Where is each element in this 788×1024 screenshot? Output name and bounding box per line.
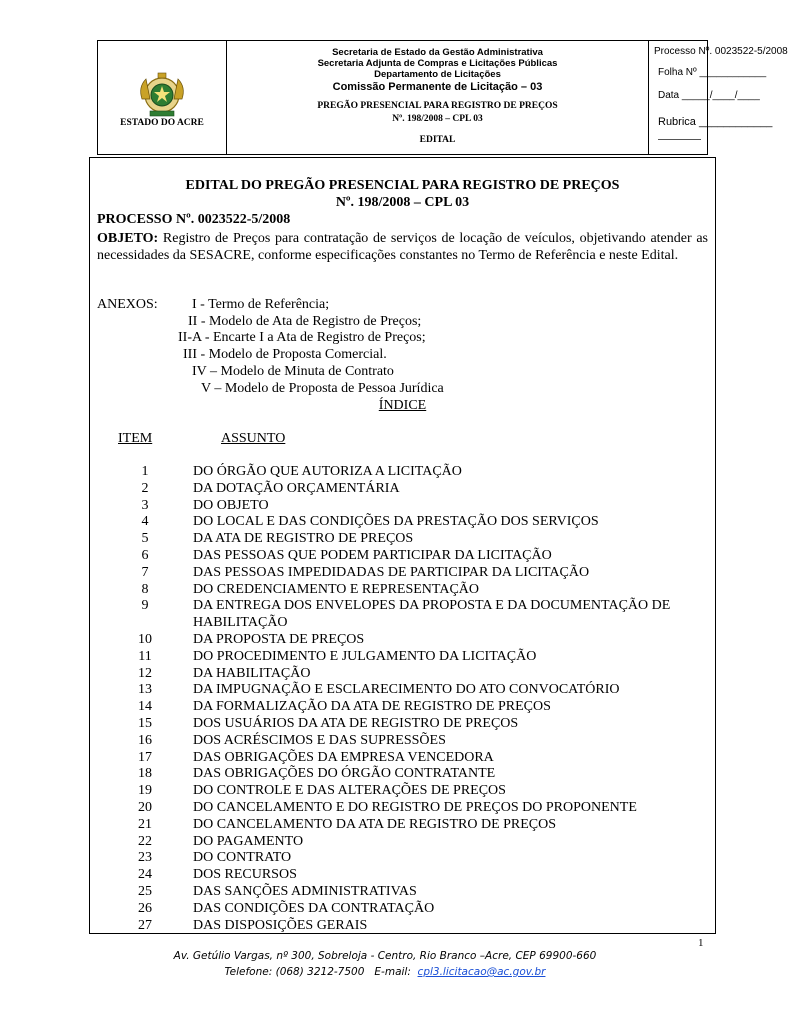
- index-item-subject: DOS RECURSOS: [193, 867, 297, 883]
- index-row: [97, 481, 712, 498]
- index-row: [97, 716, 712, 733]
- index-row: [97, 817, 712, 834]
- index-row: [97, 582, 712, 599]
- index-row: [97, 514, 712, 531]
- index-row: [97, 565, 712, 582]
- index-item-subject: DO ÓRGÃO QUE AUTORIZA A LICITAÇÃO: [193, 464, 462, 479]
- index-row: [97, 766, 712, 783]
- index-row: [97, 598, 712, 632]
- index-row: [97, 834, 712, 851]
- state-cell: [98, 41, 227, 154]
- index-row: [97, 682, 712, 699]
- index-item-number: 20: [138, 799, 152, 815]
- index-row: [97, 783, 712, 800]
- anexo-item: III - Modelo de Proposta Comercial.: [183, 347, 387, 362]
- index-item-number: 9: [141, 598, 149, 614]
- footer-contact: [0, 966, 770, 978]
- index-row: [97, 649, 712, 666]
- index-row: [97, 867, 712, 884]
- process-number: Processo Nº. 0023522-5/2008: [654, 46, 788, 57]
- data-field: Data _____/____/____: [658, 90, 760, 101]
- assunto-column-header: ASSUNTO: [221, 431, 286, 446]
- index-item-number: 22: [138, 833, 152, 849]
- index-item-subject: DO CANCELAMENTO E DO REGISTRO DE PREÇOS DO PROPONENTE: [193, 799, 637, 815]
- index-item-subject: DOS USUÁRIOS DA ATA DE REGISTRO DE PREÇOS: [193, 715, 519, 731]
- index-item-number: 24: [138, 867, 152, 883]
- index-item-subject: DO CANCELAMENTO DA ATA DE REGISTRO DE PREÇOS: [193, 816, 557, 832]
- index-item-number: 3: [141, 497, 149, 513]
- index-item-subject: DO PAGAMENTO: [193, 833, 304, 849]
- index-item-number: 19: [138, 783, 152, 799]
- page-number: 1: [698, 937, 704, 949]
- anexo-item: II - Modelo de Ata de Registro de Preços;: [188, 314, 422, 329]
- objeto-paragraph: [97, 230, 708, 264]
- document-header: [97, 40, 788, 155]
- index-item-number: 7: [141, 564, 149, 580]
- institution-cell: [227, 41, 649, 154]
- coat-of-arms-icon: [136, 69, 188, 121]
- index-item-number: 5: [141, 531, 149, 547]
- anexos-label: ANEXOS:: [97, 297, 158, 312]
- process-cell: [649, 41, 788, 154]
- index-item-number: 26: [138, 900, 152, 916]
- pregao-line: PREGÃO PRESENCIAL PARA REGISTRO DE PREÇOS: [317, 101, 558, 111]
- index-item-subject: DAS OBRIGAÇÕES DA EMPRESA VENCEDORA: [193, 749, 494, 765]
- secretariat-line: Secretaria de Estado da Gestão Administrativa: [332, 47, 543, 58]
- index-item-subject: DA HABILITAÇÃO: [193, 665, 311, 681]
- index-item-subject: DOS ACRÉSCIMOS E DAS SUPRESSÕES: [193, 732, 446, 748]
- pregao-number-line: Nº. 198/2008 – CPL 03: [392, 114, 483, 124]
- index-item-number: 1: [141, 464, 149, 479]
- index-item-subject: DA PROPOSTA DE PREÇOS: [193, 631, 365, 647]
- index-item-number: 12: [138, 665, 152, 681]
- index-item-subject: DO PROCEDIMENTO E JULGAMENTO DA LICITAÇÃO: [193, 648, 537, 664]
- index-row: [97, 750, 712, 767]
- index-item-subject: DA FORMALIZAÇÃO DA ATA DE REGISTRO DE PREÇOS: [193, 699, 551, 715]
- document-title-number: Nº. 198/2008 – CPL 03: [335, 195, 470, 210]
- index-item-number: 4: [141, 514, 149, 530]
- index-item-number: 10: [138, 631, 152, 647]
- index-item-number: 13: [138, 682, 152, 698]
- index-row: [97, 548, 712, 565]
- edital-line: EDITAL: [419, 135, 456, 145]
- index-row: [97, 884, 712, 901]
- index-item-number: 8: [141, 581, 149, 597]
- index-item-number: 16: [138, 732, 152, 748]
- index-item-number: 14: [138, 699, 152, 715]
- objeto-label: OBJETO:: [97, 231, 159, 246]
- state-name: ESTADO DO ACRE: [120, 118, 204, 128]
- anexo-item: II-A - Encarte I a Ata de Registro de Preços;: [178, 330, 426, 345]
- index-list: [97, 464, 712, 934]
- index-row: [97, 464, 712, 481]
- index-item-subject: DO OBJETO: [193, 497, 269, 513]
- document-title: EDITAL DO PREGÃO PRESENCIAL PARA REGISTRO DE PREÇOS: [185, 178, 620, 193]
- index-item-subject: DAS SANÇÕES ADMINISTRATIVAS: [193, 883, 417, 899]
- index-row: [97, 901, 712, 918]
- rubrica-line: [658, 139, 701, 140]
- index-row: [97, 531, 712, 548]
- index-row: [97, 699, 712, 716]
- index-item-subject: DO CONTROLE E DAS ALTERAÇÕES DE PREÇOS: [193, 783, 506, 799]
- index-heading: ÍNDICE: [378, 398, 427, 413]
- index-row: [97, 850, 712, 867]
- index-item-subject: DO LOCAL E DAS CONDIÇÕES DA PRESTAÇÃO DOS SERVIÇOS: [193, 514, 599, 530]
- index-item-number: 2: [141, 480, 149, 496]
- index-row: [97, 733, 712, 750]
- index-item-subject: DO CREDENCIAMENTO E REPRESENTAÇÃO: [193, 581, 480, 597]
- footer-phone: Telefone: (068) 3212-7500 E-mail:: [224, 966, 418, 978]
- index-item-number: 18: [138, 766, 152, 782]
- department-line: Departamento de Licitações: [374, 69, 501, 80]
- index-row: [97, 800, 712, 817]
- index-item-subject: DAS DISPOSIÇÕES GERAIS: [193, 917, 368, 933]
- footer-address: Av. Getúlio Vargas, nº 300, Sobreloja - Centro, Rio Branco –Acre, CEP 69900-660: [173, 950, 597, 962]
- index-item-subject: DA DOTAÇÃO ORÇAMENTÁRIA: [193, 480, 400, 496]
- email-link[interactable]: cpl3.licitacao@ac.gov.br: [417, 966, 546, 978]
- index-item-subject: DAS PESSOAS QUE PODEM PARTICIPAR DA LICITAÇÃO: [193, 547, 552, 563]
- index-item-subject: DAS OBRIGAÇÕES DO ÓRGÃO CONTRATANTE: [193, 766, 496, 782]
- index-item-subject: DA ATA DE REGISTRO DE PREÇOS: [193, 531, 414, 547]
- index-item-number: 23: [138, 850, 152, 866]
- index-item-number: 17: [138, 749, 152, 765]
- commission-line: Comissão Permanente de Licitação – 03: [332, 81, 543, 93]
- index-item-number: 11: [138, 648, 152, 664]
- process-heading: PROCESSO Nº. 0023522-5/2008: [97, 212, 291, 227]
- index-item-number: 15: [138, 715, 152, 731]
- index-item-number: 27: [138, 917, 152, 933]
- index-item-number: 6: [141, 547, 149, 563]
- anexo-item: I - Termo de Referência;: [192, 297, 330, 312]
- folha-field: Folha Nº ____________: [658, 67, 767, 78]
- index-item-number: 21: [138, 816, 152, 832]
- index-row: [97, 498, 712, 515]
- index-item-subject: DAS CONDIÇÕES DA CONTRATAÇÃO: [193, 900, 435, 916]
- index-row: [97, 918, 712, 935]
- index-item-subject: DA IMPUGNAÇÃO E ESCLARECIMENTO DO ATO CONVOCATÓRIO: [193, 682, 620, 698]
- index-item-subject: DA ENTREGA DOS ENVELOPES DA PROPOSTA E DA DOCUMENTAÇÃO DE HABILITAÇÃO: [193, 598, 671, 631]
- item-column-header: ITEM: [118, 431, 153, 446]
- rubrica-field: Rubrica ____________: [658, 116, 773, 128]
- adjunct-secretariat-line: Secretaria Adjunta de Compras e Licitações Públicas: [317, 58, 558, 69]
- index-row: [97, 666, 712, 683]
- index-item-subject: DO CONTRATO: [193, 850, 292, 866]
- index-item-subject: DAS PESSOAS IMPEDIDADAS DE PARTICIPAR DA LICITAÇÃO: [193, 564, 590, 580]
- index-row: [97, 632, 712, 649]
- index-item-number: 25: [138, 883, 152, 899]
- anexo-item: V – Modelo de Proposta de Pessoa Jurídica: [201, 381, 444, 396]
- objeto-text: Registro de Preços para contratação de serviços de locação de veículos, objetivando atender as necessidades da SESACRE, conforme especificações constantes no Termo de Referência e neste Edital.: [97, 231, 708, 263]
- anexo-item: IV – Modelo de Minuta de Contrato: [192, 364, 394, 379]
